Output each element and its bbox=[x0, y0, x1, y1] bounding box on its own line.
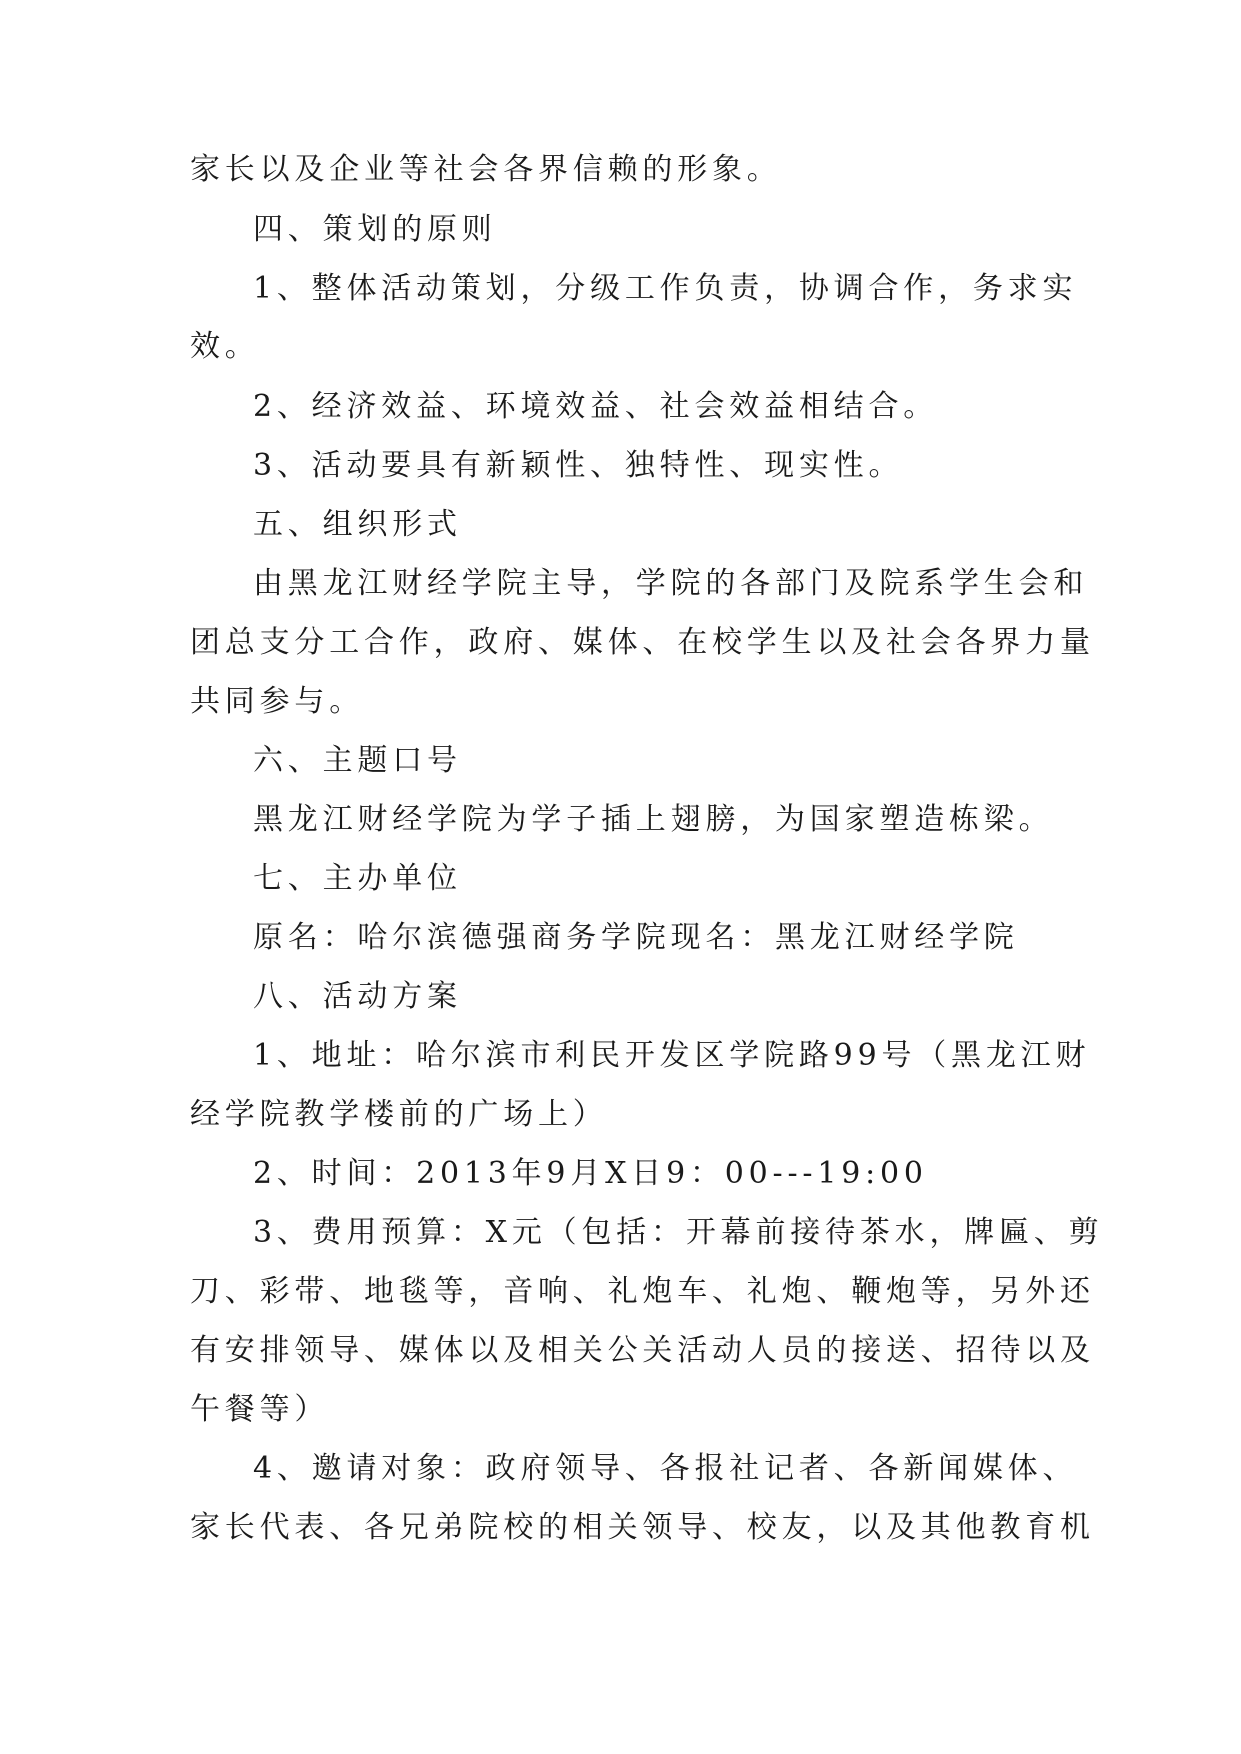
text-line: 午餐等） bbox=[190, 1392, 330, 1427]
section-heading-organization: 五、组织形式 bbox=[253, 507, 462, 542]
text-line: 效。 bbox=[190, 329, 260, 364]
text-line: 1、地址：哈尔滨市利民开发区学院路99号（黑龙江财 bbox=[253, 1038, 1091, 1073]
text-line: 3、费用预算：X元（包括：开幕前接待茶水，牌匾、剪 bbox=[253, 1215, 1104, 1250]
text-line: 经学院教学楼前的广场上） bbox=[190, 1097, 608, 1132]
section-heading-plan: 八、活动方案 bbox=[253, 979, 462, 1014]
text-line: 家长以及企业等社会各界信赖的形象。 bbox=[190, 152, 782, 187]
section-heading-principles: 四、策划的原则 bbox=[253, 212, 497, 247]
text-line: 团总支分工合作，政府、媒体、在校学生以及社会各界力量 bbox=[190, 625, 1095, 660]
section-heading-slogan: 六、主题口号 bbox=[253, 743, 462, 778]
text-line: 3、活动要具有新颖性、独特性、现实性。 bbox=[253, 448, 904, 483]
text-line: 家长代表、各兄弟院校的相关领导、校友，以及其他教育机 bbox=[190, 1510, 1095, 1545]
text-line: 刀、彩带、地毯等，音响、礼炮车、礼炮、鞭炮等，另外还 bbox=[190, 1274, 1095, 1309]
text-line: 有安排领导、媒体以及相关公关活动人员的接送、招待以及 bbox=[190, 1333, 1095, 1368]
text-line: 2、时间：2013年9月X日9：00---19:00 bbox=[253, 1156, 928, 1191]
text-line: 1、整体活动策划，分级工作负责，协调合作，务求实 bbox=[253, 271, 1078, 306]
text-line: 共同参与。 bbox=[190, 684, 364, 719]
text-line: 黑龙江财经学院为学子插上翅膀，为国家塑造栋梁。 bbox=[253, 802, 1054, 837]
text-line: 由黑龙江财经学院主导，学院的各部门及院系学生会和 bbox=[253, 566, 1089, 601]
section-heading-host: 七、主办单位 bbox=[253, 861, 462, 896]
text-line: 原名：哈尔滨德强商务学院现名：黑龙江财经学院 bbox=[253, 920, 1019, 955]
text-line: 2、经济效益、环境效益、社会效益相结合。 bbox=[253, 389, 939, 424]
text-line: 4、邀请对象：政府领导、各报社记者、各新闻媒体、 bbox=[253, 1451, 1078, 1486]
